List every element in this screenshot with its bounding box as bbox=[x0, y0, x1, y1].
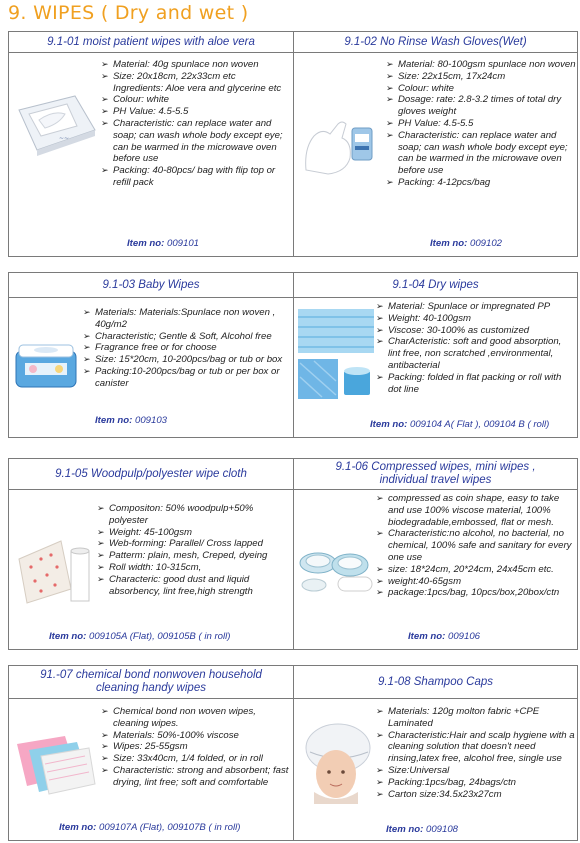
spec-item: ➢ Size:Universal bbox=[376, 765, 576, 777]
spec-item: ➢ Weight: 45-100gsm bbox=[97, 527, 291, 539]
spec-item: ➢ Colour: white bbox=[386, 83, 576, 95]
spec-item: ➢ Packing: 4-12pcs/bag bbox=[386, 177, 576, 189]
spec-item: ➢ Chemical bond non woven wipes, cleaning wipes. bbox=[101, 706, 291, 730]
spec-item: ➢ Size: 20x18cm, 22x33cm etc bbox=[101, 71, 289, 83]
product-cell-9104 bbox=[294, 273, 577, 437]
spec-item: ➢ PH Value: 4.5-5.5 bbox=[386, 118, 576, 130]
spec-list bbox=[97, 503, 291, 597]
spec-item: ➢ Material: Spunlace or impregnated PP bbox=[376, 301, 576, 313]
spec-list bbox=[83, 307, 291, 390]
spec-item: ➢ Characteristic:no alcohol, no bacterial, no chemical, 100% safe and sanitary for every one use bbox=[376, 528, 576, 563]
item-number: Item no: 009107A (Flat), 009107B ( in roll) bbox=[59, 822, 241, 833]
product-header: 9.1-06 Compressed wipes, mini wipes , individual travel wipes bbox=[294, 459, 577, 490]
spec-item: ➢ Size: 22x15cm, 17x24cm bbox=[386, 71, 576, 83]
spec-item: ➢ Viscose: 30-100% as customized bbox=[376, 325, 576, 337]
page-title: 9. WIPES ( Dry and wet ) bbox=[8, 2, 249, 24]
item-number: Item no: 009104 A( Flat ), 009104 B ( roll) bbox=[370, 419, 550, 430]
spec-item: ➢ Characteristic: strong and absorbent; fast drying, lint free; soft and comfortable bbox=[101, 765, 291, 789]
baby-wipes-tub-image bbox=[13, 337, 79, 393]
spec-item: ➢ Packing:1pcs/bag, 24bags/ctn bbox=[376, 777, 576, 789]
spec-item: ➢ Characteric: good dust and liquid absorbency, lint free,high strength bbox=[97, 574, 291, 598]
spec-list bbox=[101, 59, 289, 189]
spec-item: ➢ Material: 40g spunlace non woven bbox=[101, 59, 289, 71]
spec-list bbox=[376, 706, 576, 800]
spec-list bbox=[376, 493, 576, 599]
product-cell-9101 bbox=[9, 32, 294, 256]
woodpulp-roll-image bbox=[15, 529, 95, 609]
item-number: Item no: 009102 bbox=[430, 238, 502, 249]
wash-glove-image bbox=[298, 114, 382, 182]
shampoo-cap-image bbox=[296, 718, 376, 804]
dry-wipes-roll-image bbox=[296, 307, 376, 407]
product-row-2 bbox=[8, 272, 578, 438]
spec-item: ➢ Patterm: plain, mesh, Creped, dyeing bbox=[97, 550, 291, 562]
spec-list bbox=[101, 706, 291, 789]
spec-item: ➢ Wipes: 25-55gsm bbox=[101, 741, 291, 753]
product-header: 9.1-04 Dry wipes bbox=[294, 273, 577, 298]
product-cell-9103 bbox=[9, 273, 294, 437]
svg-text:~~: ~~ bbox=[59, 135, 70, 142]
product-header: 91.-07 chemical bond nonwoven household cleaning handy wipes bbox=[9, 666, 293, 699]
spec-item: ➢ Size: 33x40cm, 1/4 folded, or in roll bbox=[101, 753, 291, 765]
product-cell-9102 bbox=[294, 32, 577, 256]
spec-item: ➢ Materials: 50%-100% viscose bbox=[101, 730, 291, 742]
product-row-1 bbox=[8, 31, 578, 257]
spec-item: ➢ weight:40-65gsm bbox=[376, 576, 576, 588]
compressed-wipes-image bbox=[298, 543, 376, 597]
item-number: Item no: 009106 bbox=[408, 631, 480, 642]
spec-item: ➢ Packing:10-200pcs/bag or tub or per box or canister bbox=[83, 366, 291, 390]
spec-item: ➢ Carton size:34.5x23x27cm bbox=[376, 789, 576, 801]
spec-item: ➢ Characteristic: can replace water and soap; can wash whole body except eye; can be warmed in the microwave oven before use bbox=[386, 130, 576, 177]
spec-item: ➢ Dosage: rate: 2.8-3.2 times of total dry gloves weight bbox=[386, 94, 576, 118]
item-number: Item no: 009103 bbox=[95, 415, 167, 426]
spec-item: ➢ Packing: 40-80pcs/ bag with flip top or refill pack bbox=[101, 165, 289, 189]
spec-item: ➢ Packing: folded in flat packing or roll with dot line bbox=[376, 372, 576, 396]
product-header: 9.1-01 moist patient wipes with aloe vera bbox=[9, 32, 293, 53]
product-row-4 bbox=[8, 665, 578, 841]
wipes-pack-image bbox=[15, 90, 99, 158]
spec-item: ➢ CharActeristic: soft and good absorption, lint free, non scratched ,environmental, antibacterial bbox=[376, 336, 576, 371]
spec-item: Ingredients: Aloe vera and glycerine etc bbox=[113, 82, 282, 94]
item-number: Item no: 009108 bbox=[386, 824, 458, 835]
product-row-3 bbox=[8, 458, 578, 650]
spec-item: ➢ Size: 15*20cm, 10-200pcs/bag or tub or box bbox=[83, 354, 291, 366]
spec-item: ➢ package:1pcs/bag, 10pcs/box,20box/ctn bbox=[376, 587, 576, 599]
spec-list bbox=[376, 301, 576, 395]
spec-item: ➢ Materials: Materials:Spunlace non woven , 40g/m2 bbox=[83, 307, 291, 331]
product-header: 9.1-08 Shampoo Caps bbox=[294, 666, 577, 699]
item-number: Item no: 009105A (Flat), 009105B ( in roll) bbox=[49, 631, 231, 642]
product-header: 9.1-05 Woodpulp/polyester wipe cloth bbox=[9, 459, 293, 490]
spec-item: ➢ Materials: 120g molton fabric +CPE Laminated bbox=[376, 706, 576, 730]
spec-item: ➢ Roll width: 10-315cm, bbox=[97, 562, 291, 574]
spec-item: ➢ Characteristic; Gentle & Soft, Alcohol free bbox=[83, 331, 291, 343]
spec-item: ➢ Web-forming: Parallel/ Cross lapped bbox=[97, 538, 291, 550]
product-header: 9.1-03 Baby Wipes bbox=[9, 273, 293, 298]
spec-item: ➢ Fragrance free or for choose bbox=[83, 342, 291, 354]
spec-item: ➢ Compositon: 50% woodpulp+50% polyester bbox=[97, 503, 291, 527]
spec-item: ➢ size: 18*24cm, 20*24cm, 24x45cm etc. bbox=[376, 564, 576, 576]
product-cell-9106 bbox=[294, 459, 577, 649]
spec-list bbox=[386, 59, 576, 189]
item-number: Item no: 009101 bbox=[127, 238, 199, 249]
spec-item: ➢ Material: 80-100gsm spunlace non woven bbox=[386, 59, 576, 71]
spec-item: ➢ compressed as coin shape, easy to take and use 100% viscose material, 100% biodegradable,embossed, flat or mesh. bbox=[376, 493, 576, 528]
product-header: 9.1-02 No Rinse Wash Gloves(Wet) bbox=[294, 32, 577, 53]
product-cell-9105 bbox=[9, 459, 294, 649]
spec-item: ➢ Weight: 40-100gsm bbox=[376, 313, 576, 325]
spec-item: ➢ Characteristic: can replace water and soap; can wash whole body except eye; can be warmed in the microwave oven before use bbox=[101, 118, 289, 165]
spec-item: ➢ Characteristic:Hair and scalp hygiene with a cleaning solution that doesn't need rinsing,latex free, alcohol free, single use bbox=[376, 730, 576, 765]
cleaning-cloths-image bbox=[15, 734, 97, 796]
product-cell-9108 bbox=[294, 666, 577, 840]
spec-item: ➢ PH Value: 4.5-5.5 bbox=[101, 106, 289, 118]
spec-item: ➢ Colour: white bbox=[101, 94, 289, 106]
product-cell-9107 bbox=[9, 666, 294, 840]
